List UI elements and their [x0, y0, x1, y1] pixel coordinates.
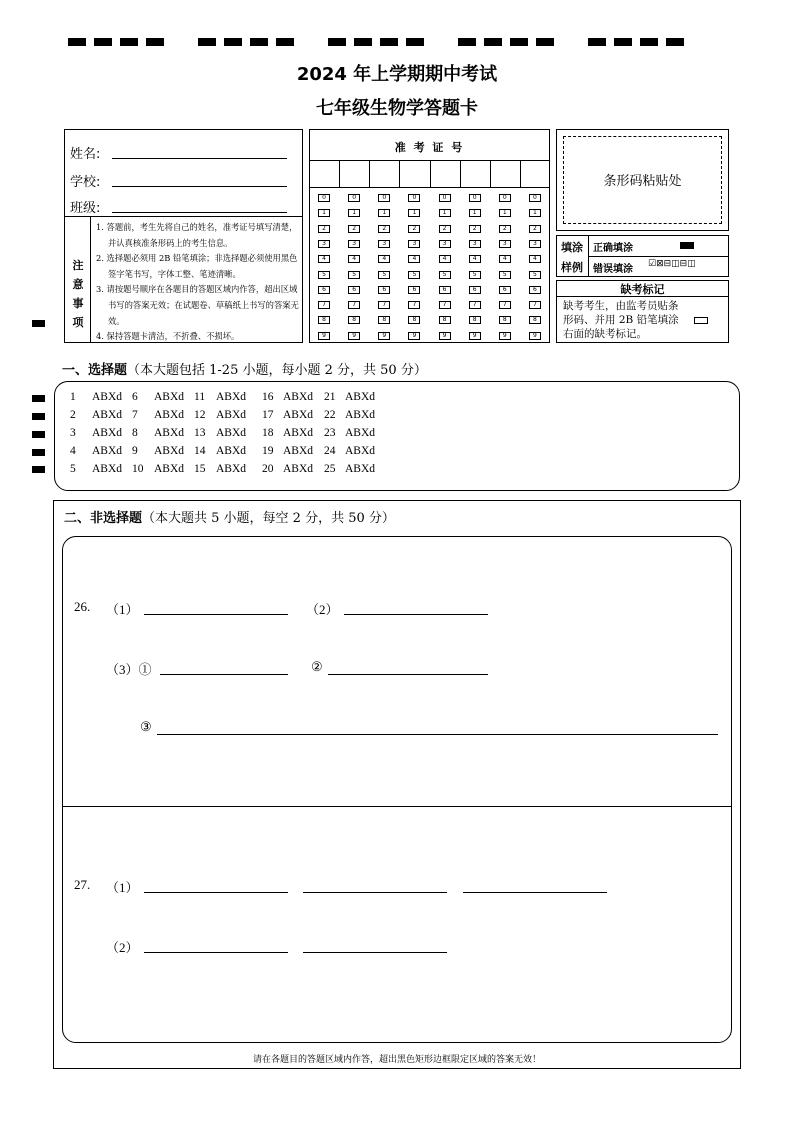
choice-options[interactable]: ABXd — [345, 445, 376, 457]
side-timing-mark — [32, 395, 45, 402]
exam-id-digit-cell[interactable] — [430, 161, 460, 187]
question-number: 4 — [70, 445, 76, 457]
exam-title: 2024 年上学期期中考试 — [296, 64, 498, 85]
exam-id-bubble[interactable]: 3 — [469, 240, 481, 248]
exam-id-bubble[interactable]: 2 — [348, 225, 360, 233]
choice-options[interactable]: ABXd — [154, 409, 185, 421]
absent-text: 缺考考生，由监考员贴条 形码、并用 2B 铅笔填涂 右面的缺考标记。 — [563, 300, 679, 340]
side-timing-mark — [32, 449, 45, 456]
exam-id-bubble[interactable]: 3 — [348, 240, 360, 248]
q27-part2-label: （2） — [106, 940, 139, 955]
exam-id-bubble[interactable]: 5 — [408, 271, 420, 279]
choice-options[interactable]: ABXd — [92, 409, 123, 421]
alignment-mark — [250, 38, 268, 46]
choice-options[interactable]: ABXd — [92, 445, 123, 457]
note-item: 3. 请按题号顺序在各题目的答题区域内作答，超出区域书写的答案无效；在试题卷、草稿纸上书写的答案无效。 — [96, 284, 299, 326]
exam-id-bubble[interactable]: 9 — [318, 332, 330, 340]
exam-id-bubble[interactable]: 3 — [439, 240, 451, 248]
question-number: 2 — [70, 409, 76, 421]
exam-id-bubble[interactable]: 5 — [439, 271, 451, 279]
exam-id-digit-cell[interactable] — [309, 161, 339, 187]
choice-options[interactable]: ABXd — [283, 409, 314, 421]
alignment-mark — [614, 38, 632, 46]
side-timing-mark — [32, 431, 45, 438]
question-number: 10 — [132, 463, 144, 475]
question-number: 13 — [194, 427, 206, 439]
q26-part2-label: （2） — [306, 602, 339, 617]
choice-row — [70, 445, 470, 461]
exam-id-bubble[interactable]: 2 — [408, 225, 420, 233]
exam-id-bubble[interactable]: 1 — [499, 209, 511, 217]
choice-row — [70, 391, 470, 407]
correct-fill-sample — [680, 242, 694, 249]
question-number: 12 — [194, 409, 206, 421]
exam-id-bubble[interactable]: 1 — [439, 209, 451, 217]
choice-row — [70, 409, 470, 425]
footer-warning: 请在各题目的答题区域内作答，超出黑色矩形边框限定区域的答案无效！ — [252, 1055, 541, 1065]
exam-id-bubble[interactable]: 2 — [378, 225, 390, 233]
alignment-mark — [380, 38, 398, 46]
exam-id-bubble[interactable]: 7 — [408, 301, 420, 309]
q26-part3a-answer[interactable] — [160, 674, 288, 675]
exam-id-bubble[interactable]: 6 — [378, 286, 390, 294]
question-number: 14 — [194, 445, 206, 457]
alignment-mark — [666, 38, 684, 46]
choice-options[interactable]: ABXd — [216, 445, 247, 457]
question-number: 18 — [262, 427, 274, 439]
exam-id-bubble[interactable]: 2 — [529, 225, 541, 233]
exam-id-bubble[interactable]: 5 — [499, 271, 511, 279]
q27-part1-label: （1） — [106, 880, 139, 895]
exam-id-bubble[interactable]: 8 — [378, 316, 390, 324]
question-number: 22 — [324, 409, 336, 421]
exam-id-bubble[interactable]: 5 — [348, 271, 360, 279]
q27-number: 27. — [74, 877, 91, 892]
wrong-fill-samples: ☑⊠⊟◫⊟◫ — [648, 259, 696, 269]
exam-id-bubble[interactable]: 2 — [469, 225, 481, 233]
question-number: 20 — [262, 463, 274, 475]
exam-id-bubble[interactable]: 0 — [348, 194, 360, 202]
question-number: 24 — [324, 445, 336, 457]
exam-id-bubble[interactable]: 6 — [408, 286, 420, 294]
exam-id-bubble[interactable]: 6 — [529, 286, 541, 294]
exam-id-bubble[interactable]: 8 — [529, 316, 541, 324]
q26-number: 26. — [74, 599, 91, 614]
exam-id-bubble[interactable]: 0 — [499, 194, 511, 202]
exam-id-bubble[interactable]: 9 — [348, 332, 360, 340]
exam-id-bubble[interactable]: 5 — [378, 271, 390, 279]
exam-id-bubble[interactable]: 7 — [469, 301, 481, 309]
choice-row — [70, 463, 470, 479]
exam-id-bubble[interactable]: 9 — [499, 332, 511, 340]
class-field[interactable] — [112, 212, 287, 213]
choice-options[interactable]: ABXd — [345, 463, 376, 475]
choice-row — [70, 427, 470, 443]
exam-id-bubble[interactable]: 8 — [348, 316, 360, 324]
q26-part3b-label: ② — [311, 659, 323, 674]
note-item: 2. 选择题必须用 2B 铅笔填涂；非选择题必须使用黑色签字笔书写，字体工整、笔迹清晰。 — [96, 253, 298, 279]
alignment-mark — [354, 38, 372, 46]
exam-id-digit-cell[interactable] — [399, 161, 429, 187]
choice-options[interactable]: ABXd — [154, 427, 185, 439]
choice-options[interactable]: ABXd — [283, 427, 314, 439]
school-field[interactable] — [112, 186, 287, 187]
q27-part1a-answer[interactable] — [144, 892, 288, 893]
exam-id-bubble[interactable]: 8 — [439, 316, 451, 324]
name-label: 姓名: — [70, 147, 101, 162]
alignment-mark — [588, 38, 606, 46]
exam-id-bubble[interactable]: 4 — [378, 255, 390, 263]
exam-id-bubble[interactable]: 7 — [529, 301, 541, 309]
exam-id-bubble[interactable]: 4 — [499, 255, 511, 263]
alignment-mark — [536, 38, 554, 46]
exam-id-bubble[interactable]: 1 — [469, 209, 481, 217]
exam-id-bubble[interactable]: 2 — [318, 225, 330, 233]
exam-id-bubble[interactable]: 4 — [529, 255, 541, 263]
exam-id-bubble[interactable]: 3 — [318, 240, 330, 248]
choice-options[interactable]: ABXd — [345, 391, 376, 403]
q27-part2b-answer[interactable] — [303, 952, 447, 953]
correct-fill-label: 正确填涂 — [593, 243, 633, 254]
exam-id-bubble[interactable]: 8 — [408, 316, 420, 324]
choice-options[interactable]: ABXd — [154, 445, 185, 457]
q26-part3-label: （3）① — [106, 662, 152, 677]
barcode-label: 条形码粘贴处 — [603, 174, 682, 189]
question-number: 8 — [132, 427, 138, 439]
exam-id-bubble[interactable]: 0 — [378, 194, 390, 202]
choice-options[interactable]: ABXd — [345, 409, 376, 421]
notes-divider — [90, 216, 91, 343]
question-number: 16 — [262, 391, 274, 403]
exam-id-bubble[interactable]: 5 — [529, 271, 541, 279]
q27-part2a-answer[interactable] — [144, 952, 288, 953]
exam-id-bubble[interactable]: 3 — [499, 240, 511, 248]
exam-id-bubble[interactable]: 8 — [499, 316, 511, 324]
exam-id-bubble[interactable]: 6 — [469, 286, 481, 294]
exam-id-bubble[interactable]: 8 — [469, 316, 481, 324]
alignment-mark — [146, 38, 164, 46]
exam-id-divider — [309, 187, 550, 188]
exam-id-bubble[interactable]: 6 — [439, 286, 451, 294]
exam-id-digit-cell[interactable] — [490, 161, 520, 187]
exam-id-bubble[interactable]: 6 — [348, 286, 360, 294]
info-divider — [64, 216, 303, 217]
card-subtitle: 七年级生物学答题卡 — [316, 98, 478, 119]
exam-id-bubble[interactable]: 9 — [529, 332, 541, 340]
alignment-mark — [276, 38, 294, 46]
q27-part1b-answer[interactable] — [303, 892, 447, 893]
exam-id-bubble[interactable]: 0 — [439, 194, 451, 202]
top-alignment-marks — [68, 38, 710, 46]
exam-id-bubble[interactable]: 7 — [439, 301, 451, 309]
exam-id-bubble[interactable]: 4 — [408, 255, 420, 263]
exam-id-bubble[interactable]: 7 — [378, 301, 390, 309]
exam-id-bubble[interactable]: 4 — [469, 255, 481, 263]
exam-id-bubble[interactable]: 0 — [408, 194, 420, 202]
section2-header: 二、非选择题（本大题共 5 小题，每空 2 分，共 50 分） — [64, 511, 395, 526]
choice-options[interactable]: ABXd — [216, 391, 247, 403]
alignment-mark — [224, 38, 242, 46]
exam-id-bubble[interactable]: 1 — [408, 209, 420, 217]
question-number: 9 — [132, 445, 138, 457]
question-number: 17 — [262, 409, 274, 421]
note-item: 1. 答题前，考生先将自己的姓名，准考证号填写清楚，并认真核准条形码上的考生信息。 — [96, 222, 298, 248]
question-number: 25 — [324, 463, 336, 475]
alignment-mark — [94, 38, 112, 46]
choice-options[interactable]: ABXd — [283, 445, 314, 457]
exam-id-bubble[interactable]: 2 — [499, 225, 511, 233]
absent-fill-box[interactable] — [694, 317, 708, 324]
question-number: 21 — [324, 391, 336, 403]
choice-options[interactable]: ABXd — [345, 427, 376, 439]
alignment-mark — [120, 38, 138, 46]
choice-options[interactable]: ABXd — [154, 463, 185, 475]
fill-label-bottom: 样例 — [561, 261, 583, 274]
note-item: 4. 保持答题卡清洁，不折叠、不损坏。 — [96, 331, 240, 342]
choice-options[interactable]: ABXd — [216, 409, 247, 421]
exam-id-bubble[interactable]: 6 — [318, 286, 330, 294]
exam-id-bubble[interactable]: 4 — [439, 255, 451, 263]
alignment-mark — [484, 38, 502, 46]
exam-id-bubble[interactable]: 4 — [318, 255, 330, 263]
exam-id-bubble[interactable]: 5 — [469, 271, 481, 279]
notes-heading: 注 意 事 项 — [72, 259, 84, 329]
class-label: 班级: — [70, 201, 101, 216]
choice-options[interactable]: ABXd — [154, 391, 185, 403]
wrong-fill-label: 错误填涂 — [593, 264, 633, 275]
exam-id-digit-cell[interactable] — [520, 161, 550, 187]
q26-part1-answer[interactable] — [144, 614, 288, 615]
exam-id-bubble[interactable]: 8 — [318, 316, 330, 324]
question-number: 19 — [262, 445, 274, 457]
exam-id-bubble[interactable]: 6 — [499, 286, 511, 294]
q27-part1c-answer[interactable] — [463, 892, 607, 893]
name-field[interactable] — [112, 158, 287, 159]
exam-id-bubble[interactable]: 9 — [378, 332, 390, 340]
question-divider — [62, 806, 732, 807]
exam-id-bubble[interactable]: 7 — [499, 301, 511, 309]
exam-id-digit-cell[interactable] — [339, 161, 369, 187]
exam-id-bubble[interactable]: 0 — [318, 194, 330, 202]
exam-id-bubble[interactable]: 0 — [529, 194, 541, 202]
exam-id-title: 准 考 证 号 — [394, 141, 465, 154]
choice-options[interactable]: ABXd — [283, 463, 314, 475]
exam-id-bubble[interactable]: 1 — [318, 209, 330, 217]
q26-part3b-answer[interactable] — [328, 674, 488, 675]
choice-options[interactable]: ABXd — [283, 391, 314, 403]
exam-id-bubble[interactable]: 2 — [439, 225, 451, 233]
alignment-mark — [198, 38, 216, 46]
exam-id-bubble[interactable]: 9 — [408, 332, 420, 340]
exam-id-bubble[interactable]: 9 — [439, 332, 451, 340]
q26-part2-answer[interactable] — [344, 614, 488, 615]
choice-options[interactable]: ABXd — [92, 463, 123, 475]
notes-list — [96, 220, 300, 345]
side-timing-mark — [32, 466, 45, 473]
q26-part3c-label: ③ — [140, 719, 152, 734]
exam-id-bubble[interactable]: 1 — [378, 209, 390, 217]
exam-id-digit-cell[interactable] — [460, 161, 490, 187]
exam-id-digit-cell[interactable] — [369, 161, 399, 187]
alignment-mark — [406, 38, 424, 46]
alignment-mark — [458, 38, 476, 46]
section1-header: 一、选择题（本大题包括 1-25 小题，每小题 2 分，共 50 分） — [62, 363, 427, 378]
choice-options[interactable]: ABXd — [216, 427, 247, 439]
side-timing-mark — [32, 320, 45, 327]
exam-id-bubble[interactable]: 1 — [348, 209, 360, 217]
exam-id-bubble[interactable]: 0 — [469, 194, 481, 202]
question-number: 23 — [324, 427, 336, 439]
exam-id-bubble[interactable]: 3 — [529, 240, 541, 248]
exam-id-bubble[interactable]: 4 — [348, 255, 360, 263]
question-number: 6 — [132, 391, 138, 403]
answer-area-box — [62, 536, 732, 1043]
choice-options[interactable]: ABXd — [216, 463, 247, 475]
exam-id-bubble[interactable]: 3 — [378, 240, 390, 248]
question-number: 7 — [132, 409, 138, 421]
question-number: 1 — [70, 391, 76, 403]
question-number: 3 — [70, 427, 76, 439]
exam-id-bubble[interactable]: 7 — [348, 301, 360, 309]
absent-title: 缺考标记 — [620, 283, 665, 296]
alignment-mark — [640, 38, 658, 46]
fill-label-top: 填涂 — [561, 241, 583, 254]
exam-id-bubble[interactable]: 7 — [318, 301, 330, 309]
school-label: 学校: — [70, 175, 101, 190]
alignment-mark — [510, 38, 528, 46]
fill-divider — [588, 256, 729, 257]
exam-id-bubble[interactable]: 9 — [469, 332, 481, 340]
exam-id-bubble[interactable]: 1 — [529, 209, 541, 217]
exam-id-bubble[interactable]: 5 — [318, 271, 330, 279]
alignment-mark — [68, 38, 86, 46]
alignment-mark — [328, 38, 346, 46]
question-number: 11 — [194, 391, 206, 403]
question-number: 5 — [70, 463, 76, 475]
choice-options[interactable]: ABXd — [92, 391, 123, 403]
q26-part3c-answer[interactable] — [157, 734, 718, 735]
question-number: 15 — [194, 463, 206, 475]
q26-part1-label: （1） — [106, 602, 139, 617]
exam-id-bubble[interactable]: 3 — [408, 240, 420, 248]
side-timing-mark — [32, 413, 45, 420]
choice-options[interactable]: ABXd — [92, 427, 123, 439]
